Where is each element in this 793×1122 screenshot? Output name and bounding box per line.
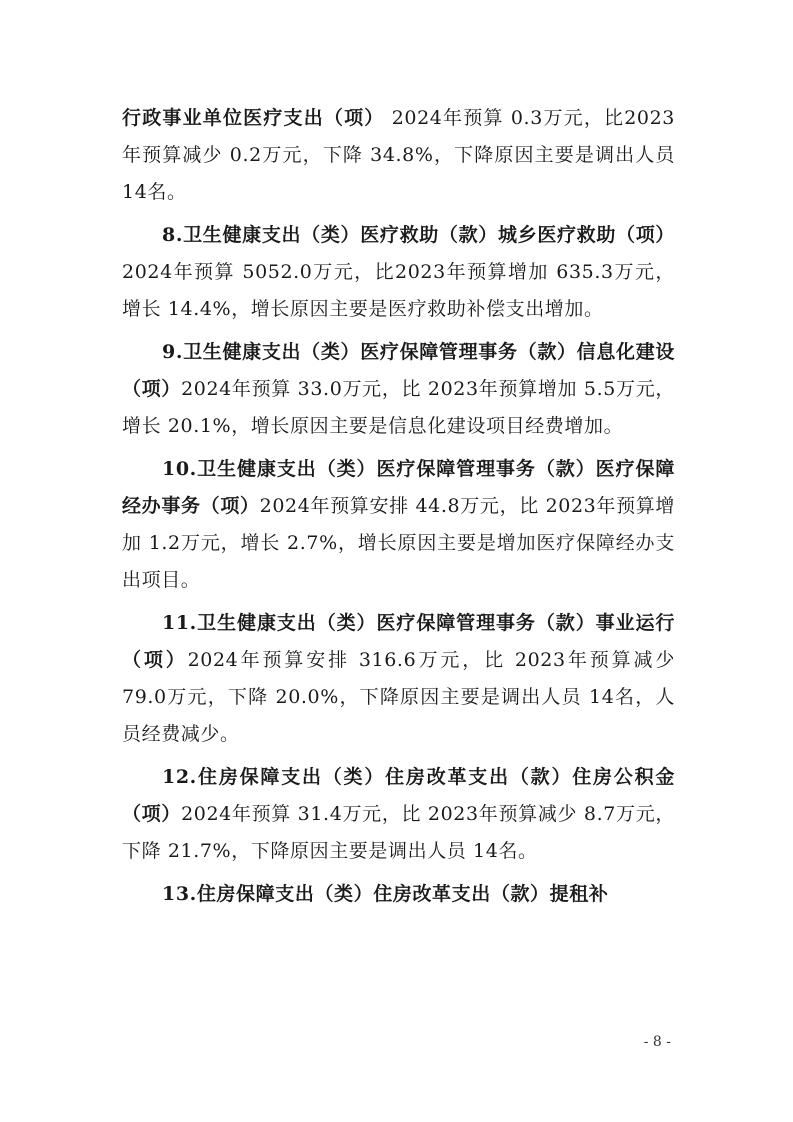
paragraph-body: 2024年预算 5052.0万元，比2023年预算增加 635.3万元，增长 14.4%，增长原因主要是医疗救助补偿支出增加。 — [122, 261, 675, 320]
document-body — [122, 100, 675, 919]
paragraph-heading: 11.卫生健康支出（类）医疗保障管理事务（款）事业运行（项） — [122, 612, 675, 671]
paragraph-item-11 — [122, 605, 675, 753]
paragraph-item-9 — [122, 334, 675, 445]
paragraph-item-12 — [122, 759, 675, 870]
paragraph-heading: 13.住房保障支出（类）住房改革支出（款）提租补 — [162, 883, 609, 905]
paragraph-heading: 行政事业单位医疗支出（项） — [122, 107, 385, 129]
paragraph-medical-expense — [122, 100, 675, 211]
paragraph-body: 2024年预算 33.0万元，比 2023年预算增加 5.5万元，增长 20.1%，增长原因主要是信息化建设项目经费增加。 — [122, 378, 675, 437]
paragraph-heading: 8.卫生健康支出（类）医疗救助（款）城乡医疗救助（项） — [162, 224, 675, 246]
paragraph-heading: 10.卫生健康支出（类）医疗保障管理事务（款）医疗保障经办事务（项） — [122, 458, 675, 517]
paragraph-item-8 — [122, 217, 675, 328]
paragraph-body: 2024年预算 0.3万元，比2023年预算减少 0.2万元，下降 34.8%，下降原因主要是调出人员 14名。 — [122, 107, 675, 203]
page-number: - 8 - — [643, 1034, 671, 1050]
paragraph-heading: 12.住房保障支出（类）住房改革支出（款）住房公积金（项） — [122, 766, 675, 825]
paragraph-heading: 9.卫生健康支出（类）医疗保障管理事务（款）信息化建设（项） — [122, 341, 675, 400]
paragraph-body: 2024年预算安排 316.6万元，比 2023年预算减少 79.0万元，下降 20.0%，下降原因主要是调出人员 14名，人员经费减少。 — [122, 649, 675, 745]
paragraph-item-10 — [122, 451, 675, 599]
paragraph-item-13 — [122, 876, 675, 913]
paragraph-body: 2024年预算安排 44.8万元，比 2023年预算增加 1.2万元，增长 2.7%，增长原因主要是增加医疗保障经办支出项目。 — [122, 495, 675, 591]
paragraph-body: 2024年预算 31.4万元，比 2023年预算减少 8.7万元，下降 21.7%，下降原因主要是调出人员 14名。 — [122, 803, 675, 862]
